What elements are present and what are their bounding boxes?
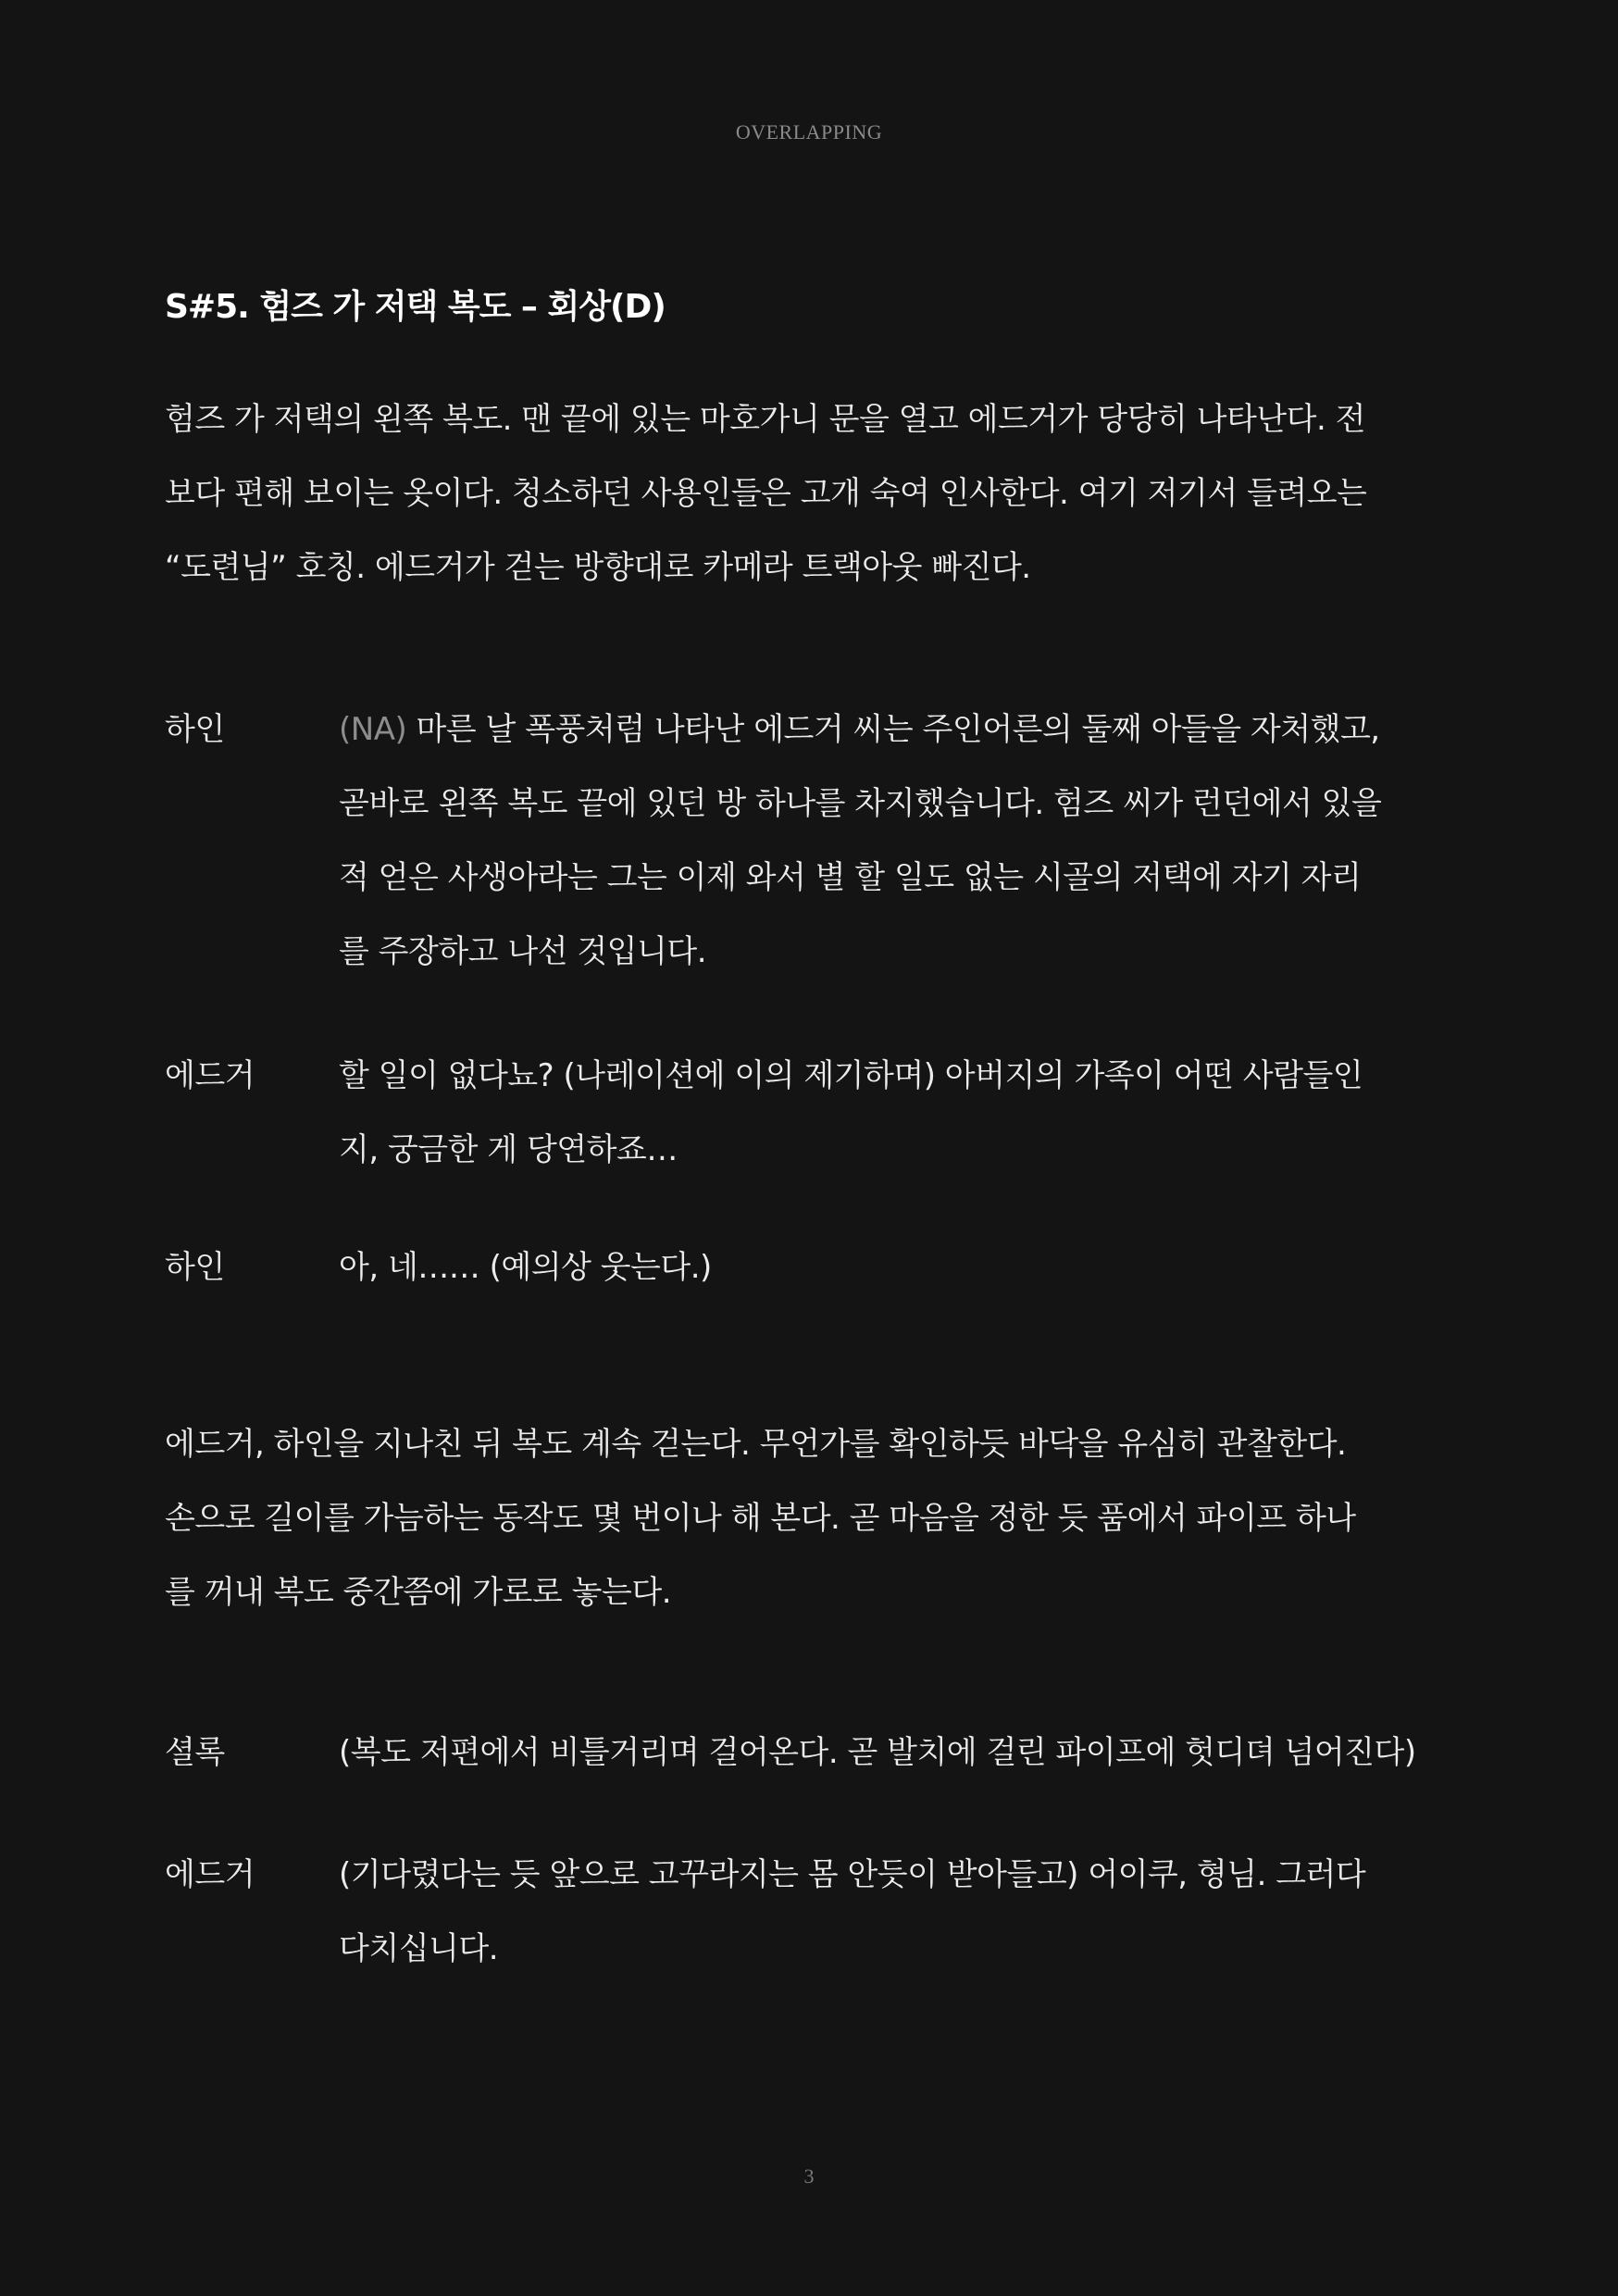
dialogue-line: 적 얻은 사생아라는 그는 이제 와서 별 할 일도 없는 시골의 저택에 자기 자리 xyxy=(339,859,1362,896)
dialogue-text xyxy=(339,693,1459,989)
dialogue-line-text: 마른 날 폭풍처럼 나타난 에드거 씨는 주인어른의 둘째 아들을 자처했고, xyxy=(406,711,1380,748)
scene-heading: S#5. 험즈 가 저택 복도 – 회상(D) xyxy=(165,288,666,326)
action-line: 를 꺼내 복도 중간쯤에 가로로 놓는다. xyxy=(165,1574,672,1611)
character-name: 에드거 xyxy=(165,1057,255,1094)
dialogue-line: 지, 궁금한 게 당연하죠… xyxy=(339,1131,678,1168)
character-name: 하인 xyxy=(165,711,225,748)
character-name: 에드거 xyxy=(165,1856,255,1893)
dialogue-text xyxy=(339,1838,1459,1986)
dialogue-line xyxy=(339,693,1459,767)
action-line: “도련님” 호칭. 에드거가 걷는 방향대로 카메라 트랙아웃 빠진다. xyxy=(165,549,1031,586)
dialogue-text xyxy=(339,1039,1459,1187)
dialogue-text xyxy=(339,1716,1459,1790)
dialogue-text xyxy=(339,1230,1459,1304)
dialogue-line: (복도 저편에서 비틀거리며 걸어온다. 곧 발치에 걸린 파이프에 헛디뎌 넘어진다) xyxy=(339,1734,1416,1771)
action-line: 에드거, 하인을 지나친 뒤 복도 계속 걷는다. 무언가를 확인하듯 바닥을 유심히 관찰한다. xyxy=(165,1426,1347,1463)
character-name: 하인 xyxy=(165,1249,225,1286)
dialogue-line: 아, 네…… (예의상 웃는다.) xyxy=(339,1249,712,1286)
character-name: 셜록 xyxy=(165,1734,225,1771)
narration-tag: (NA) xyxy=(339,711,407,748)
action-paragraph xyxy=(165,1407,1456,1629)
action-line: 험즈 가 저택의 왼쪽 복도. 맨 끝에 있는 마호가니 문을 열고 에드거가 당당히 나타난다. 전 xyxy=(165,401,1365,438)
action-line: 손으로 길이를 가늠하는 동작도 몇 번이나 해 본다. 곧 마음을 정한 듯 품에서 파이프 하나 xyxy=(165,1500,1356,1537)
document-header: OVERLAPPING xyxy=(735,120,883,144)
dialogue-line: 다치십니다. xyxy=(339,1930,499,1967)
action-line: 보다 편해 보이는 옷이다. 청소하던 사용인들은 고개 숙여 인사한다. 여기 저기서 들려오는 xyxy=(165,475,1367,512)
dialogue-line: 를 주장하고 나선 것입니다. xyxy=(339,933,707,970)
dialogue-line: 할 일이 없다뇨? (나레이션에 이의 제기하며) 아버지의 가족이 어떤 사람들인 xyxy=(339,1057,1363,1094)
page-number: 3 xyxy=(803,2165,815,2188)
dialogue-line: 곧바로 왼쪽 복도 끝에 있던 방 하나를 차지했습니다. 험즈 씨가 런던에서 있을 xyxy=(339,785,1382,822)
action-paragraph xyxy=(165,382,1456,605)
dialogue-line: (기다렸다는 듯 앞으로 고꾸라지는 몸 안듯이 받아들고) 어이쿠, 형님. 그러다 xyxy=(339,1856,1366,1893)
